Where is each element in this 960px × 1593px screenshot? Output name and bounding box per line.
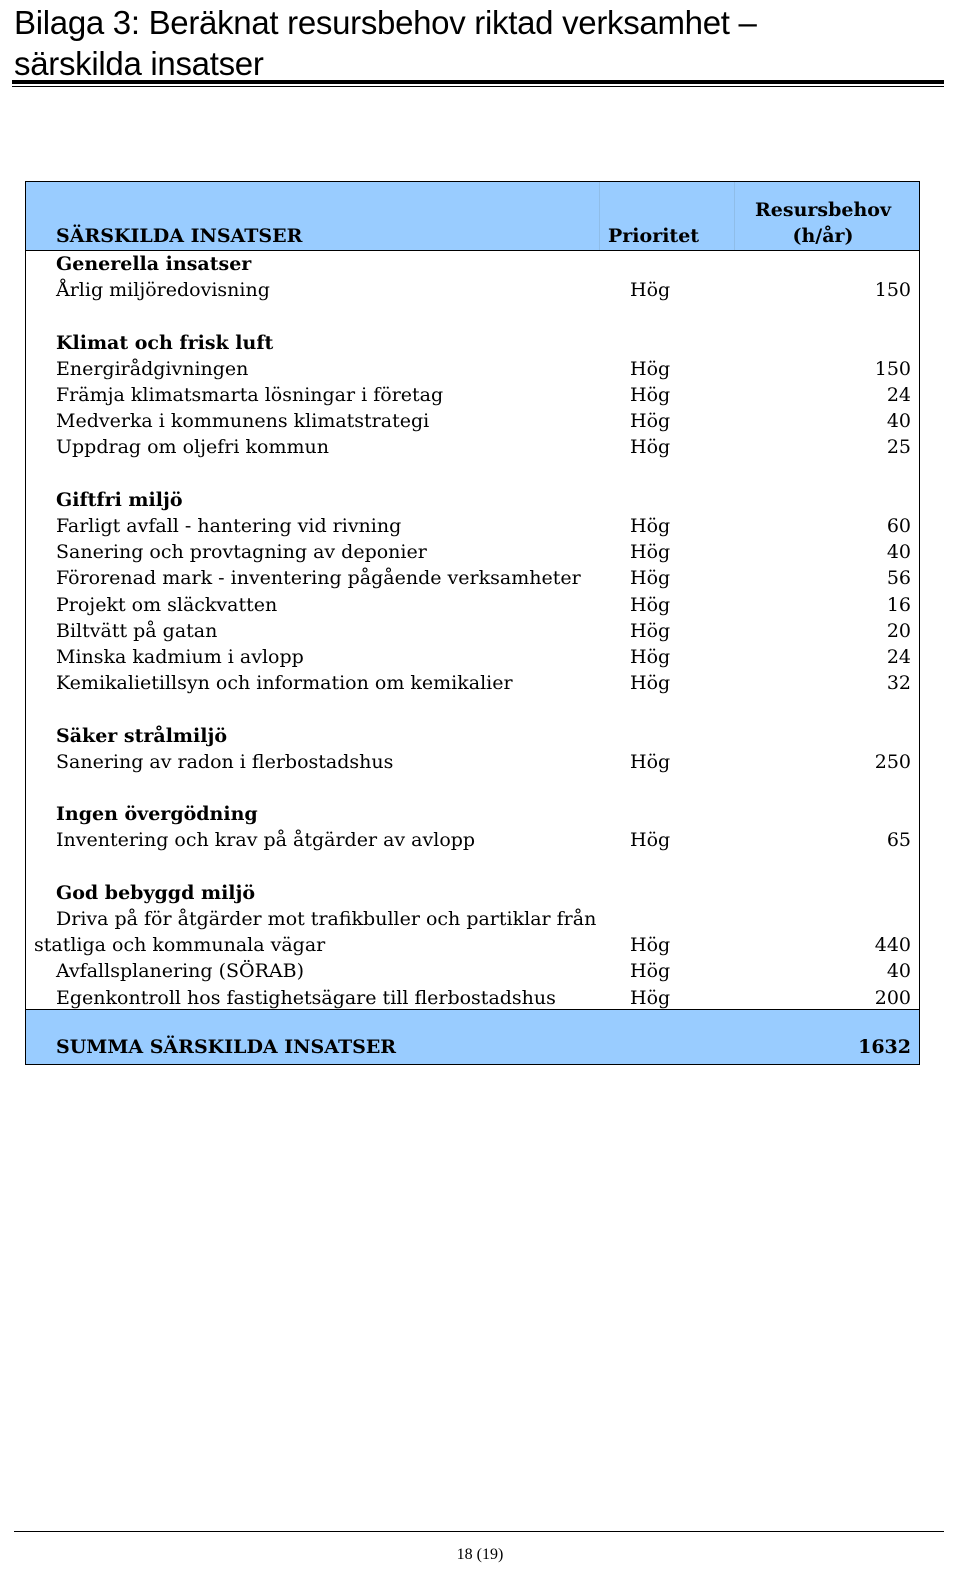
insats-label: Inventering och krav på åtgärder av avlopp xyxy=(56,829,476,852)
priority-cell: Hög xyxy=(630,541,671,564)
table-row xyxy=(26,592,919,618)
insats-label: Energirådgivningen xyxy=(56,357,249,380)
insats-label: Kemikalietillsyn och information om kemikalier xyxy=(56,672,513,695)
resource-table xyxy=(25,181,920,1065)
table-row xyxy=(26,958,919,984)
hours-cell: 20 xyxy=(886,619,911,642)
priority-cell: Hög xyxy=(630,960,671,983)
table-row xyxy=(26,906,919,932)
table-row xyxy=(26,539,919,565)
section-heading-row xyxy=(26,251,919,277)
hours-cell: 150 xyxy=(874,279,911,302)
table-row xyxy=(26,382,919,408)
table-header xyxy=(26,182,919,251)
table-row xyxy=(26,356,919,382)
hours-cell: 24 xyxy=(886,646,911,668)
insats-label: Avfallsplanering (SÖRAB) xyxy=(56,960,305,983)
priority-cell: Hög xyxy=(630,646,671,668)
priority-cell: Hög xyxy=(630,279,671,302)
hours-cell: 250 xyxy=(874,750,911,773)
header-resursbehov xyxy=(738,197,908,249)
table-row xyxy=(26,670,919,696)
column-divider xyxy=(599,182,600,250)
heading-divider xyxy=(12,80,944,87)
section-title: God bebyggd miljö xyxy=(56,881,256,904)
priority-cell: Hög xyxy=(630,384,671,406)
header-resursbehov-line1: Resursbehov xyxy=(755,199,891,221)
section-title: Klimat och frisk luft xyxy=(56,331,274,354)
hours-cell: 150 xyxy=(874,357,911,380)
hours-cell: 32 xyxy=(886,672,911,695)
table-row xyxy=(26,277,919,303)
insats-label: Medverka i kommunens klimatstrategi xyxy=(56,410,430,433)
priority-cell: Hög xyxy=(630,829,671,852)
heading-line-2: särskilda insatser xyxy=(14,45,264,82)
insats-label: Uppdrag om oljefri kommun xyxy=(56,436,329,459)
insats-label: Främja klimatsmarta lösningar i företag xyxy=(56,384,444,406)
hours-cell: 65 xyxy=(886,829,911,852)
page-number: 18 (19) xyxy=(456,1546,504,1563)
insats-label: Sanering och provtagning av deponier xyxy=(56,541,427,564)
insats-label: Biltvätt på gatan xyxy=(56,619,218,642)
priority-cell: Hög xyxy=(630,934,671,957)
priority-cell: Hög xyxy=(630,593,671,616)
table-row xyxy=(26,513,919,539)
page-heading xyxy=(14,2,944,84)
hours-cell: 60 xyxy=(886,515,911,537)
hours-cell: 440 xyxy=(874,934,911,957)
header-insatser: SÄRSKILDA INSATSER xyxy=(56,225,303,247)
section-heading-row xyxy=(26,487,919,513)
section-heading-row xyxy=(26,330,919,356)
section-heading-row xyxy=(26,801,919,827)
insats-label: Sanering av radon i flerbostadshus xyxy=(56,750,394,773)
priority-cell: Hög xyxy=(630,567,671,590)
priority-cell: Hög xyxy=(630,672,671,695)
insats-label: Förorenad mark - inventering pågående verksamheter xyxy=(56,567,581,590)
hours-cell: 200 xyxy=(874,986,911,1009)
insats-label: Egenkontroll hos fastighetsägare till flerbostadshus xyxy=(56,986,556,1009)
heading-line-1: Bilaga 3: Beräknat resursbehov riktad verksamhet – xyxy=(14,4,757,41)
table-total-row xyxy=(26,1009,919,1064)
hours-cell: 25 xyxy=(886,436,911,459)
header-resursbehov-line2: (h/år) xyxy=(792,225,854,247)
total-label: SUMMA SÄRSKILDA INSATSER xyxy=(56,1036,397,1058)
hours-cell: 24 xyxy=(886,384,911,406)
hours-cell: 40 xyxy=(886,541,911,564)
table-row xyxy=(26,618,919,644)
insats-label: Minska kadmium i avlopp xyxy=(56,646,304,668)
priority-cell: Hög xyxy=(630,986,671,1009)
insats-label: Årlig miljöredovisning xyxy=(56,279,270,302)
hours-cell: 40 xyxy=(886,960,911,983)
insats-label: Driva på för åtgärder mot trafikbuller och partiklar från xyxy=(56,908,597,930)
section-title: Säker strålmiljö xyxy=(56,724,228,747)
table-row xyxy=(26,827,919,853)
table-row xyxy=(26,644,919,670)
section-heading-row xyxy=(26,880,919,906)
priority-cell: Hög xyxy=(630,750,671,773)
section-title: Ingen övergödning xyxy=(56,803,258,826)
insats-label: Farligt avfall - hantering vid rivning xyxy=(56,515,402,537)
table-row xyxy=(26,985,919,1011)
table-row xyxy=(26,565,919,591)
footer-divider xyxy=(14,1531,944,1532)
insats-label: Projekt om släckvatten xyxy=(56,593,278,616)
section-heading-row xyxy=(26,723,919,749)
priority-cell: Hög xyxy=(630,410,671,433)
insats-label: statliga och kommunala vägar xyxy=(34,934,326,957)
priority-cell: Hög xyxy=(630,619,671,642)
priority-cell: Hög xyxy=(630,436,671,459)
hours-cell: 16 xyxy=(886,593,911,616)
section-title: Generella insatser xyxy=(56,253,252,275)
total-value: 1632 xyxy=(858,1036,911,1058)
hours-cell: 40 xyxy=(886,410,911,433)
priority-cell: Hög xyxy=(630,357,671,380)
column-divider xyxy=(734,182,735,250)
priority-cell: Hög xyxy=(630,515,671,537)
hours-cell: 56 xyxy=(886,567,911,590)
table-row xyxy=(26,749,919,775)
table-row xyxy=(26,408,919,434)
table-row xyxy=(26,932,919,958)
table-row xyxy=(26,434,919,460)
header-prioritet: Prioritet xyxy=(608,225,700,247)
section-title: Giftfri miljö xyxy=(56,488,183,511)
